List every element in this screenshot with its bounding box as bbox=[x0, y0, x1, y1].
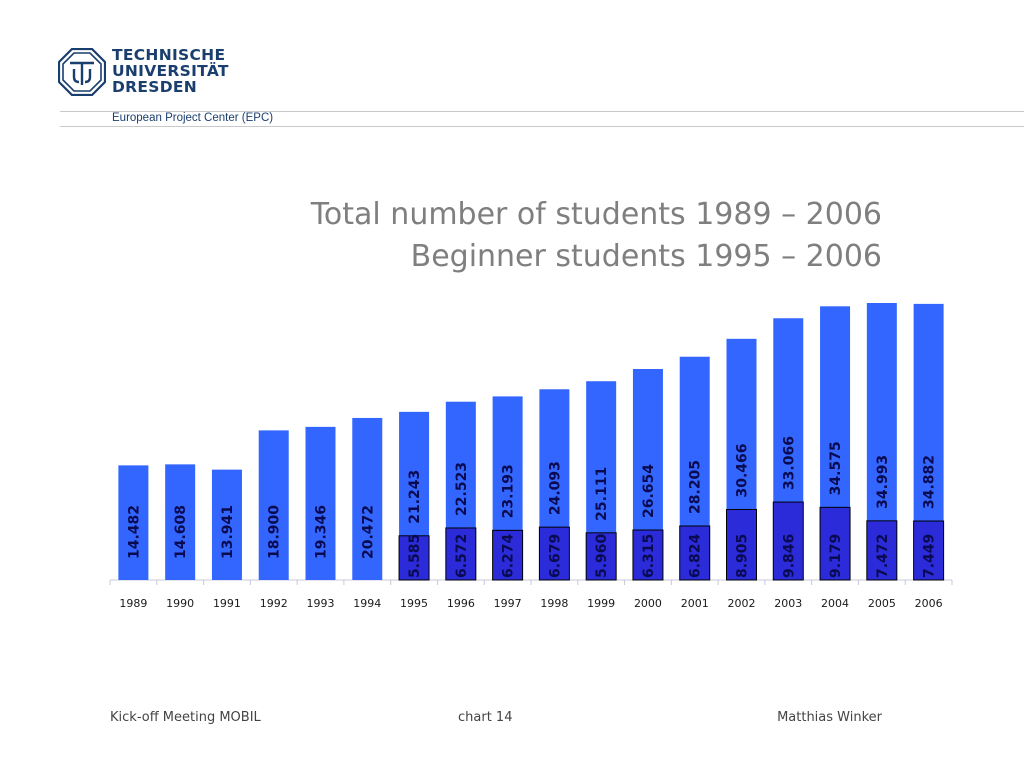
beginner-value-label: 6.572 bbox=[453, 533, 470, 578]
total-value-label: 34.993 bbox=[874, 454, 891, 509]
x-tick-label: 1994 bbox=[353, 597, 382, 610]
x-tick-label: 1992 bbox=[259, 597, 288, 610]
total-value-label: 34.575 bbox=[828, 441, 845, 496]
department-label: European Project Center (EPC) bbox=[112, 112, 274, 124]
beginner-value-label: 9.846 bbox=[781, 533, 798, 578]
university-name-line-3: DRESDEN bbox=[112, 78, 198, 96]
x-tick-label: 1995 bbox=[400, 597, 429, 610]
university-name-line-2: UNIVERSITÄT bbox=[112, 62, 229, 80]
x-tick-label: 1999 bbox=[587, 597, 616, 610]
x-tick-label: 2001 bbox=[680, 597, 709, 610]
total-value-label: 20.472 bbox=[360, 504, 377, 560]
x-tick-label: 2000 bbox=[633, 597, 662, 610]
beginner-value-label: 9.179 bbox=[828, 533, 845, 578]
beginner-value-label: 5.960 bbox=[594, 533, 611, 578]
x-tick-label: 2004 bbox=[821, 597, 850, 610]
x-tick-label: 1989 bbox=[119, 597, 148, 610]
chart-title-line-1: Total number of students 1989 – 2006 bbox=[310, 197, 882, 232]
beginner-value-label: 8.905 bbox=[734, 533, 751, 578]
x-tick-label: 2005 bbox=[867, 597, 896, 610]
beginner-value-label: 5.585 bbox=[407, 533, 424, 578]
total-value-label: 19.346 bbox=[313, 504, 330, 560]
beginner-value-label: 7.449 bbox=[921, 533, 938, 578]
total-value-label: 33.066 bbox=[781, 436, 798, 491]
total-value-label: 30.466 bbox=[734, 443, 751, 498]
total-value-label: 14.608 bbox=[173, 504, 190, 560]
beginner-value-label: 6.315 bbox=[640, 533, 657, 578]
x-tick-label: 1997 bbox=[493, 597, 522, 610]
total-value-label: 21.243 bbox=[407, 469, 424, 524]
total-value-label: 34.882 bbox=[921, 455, 938, 510]
x-tick-label: 1990 bbox=[166, 597, 195, 610]
x-tick-label: 2002 bbox=[727, 597, 756, 610]
total-value-label: 25.111 bbox=[594, 466, 611, 521]
beginner-value-label: 6.824 bbox=[687, 533, 704, 578]
total-value-label: 24.093 bbox=[547, 461, 564, 516]
total-value-label: 18.900 bbox=[266, 504, 283, 560]
beginner-value-label: 6.274 bbox=[500, 533, 517, 578]
footer-author-label: Matthias Winker bbox=[777, 710, 882, 725]
total-value-label: 23.193 bbox=[500, 464, 517, 519]
x-tick-label: 1991 bbox=[212, 597, 241, 610]
footer-page-label: chart 14 bbox=[458, 710, 513, 725]
x-tick-label: 2003 bbox=[774, 597, 803, 610]
beginner-value-label: 6.679 bbox=[547, 533, 564, 578]
x-tick-label: 2006 bbox=[914, 597, 943, 610]
total-value-label: 28.205 bbox=[687, 459, 704, 514]
total-value-label: 14.482 bbox=[126, 504, 143, 560]
x-tick-label: 1993 bbox=[306, 597, 335, 610]
total-value-label: 13.941 bbox=[219, 504, 236, 560]
university-name-line-1: TECHNISCHE bbox=[112, 46, 226, 64]
x-tick-label: 1996 bbox=[446, 597, 475, 610]
x-tick-label: 1998 bbox=[540, 597, 569, 610]
total-value-label: 22.523 bbox=[453, 461, 470, 516]
beginner-value-label: 7.472 bbox=[874, 533, 891, 578]
chart-title-line-2: Beginner students 1995 – 2006 bbox=[410, 239, 882, 274]
total-value-label: 26.654 bbox=[640, 463, 657, 519]
footer-meeting-label: Kick-off Meeting MOBIL bbox=[110, 710, 261, 725]
